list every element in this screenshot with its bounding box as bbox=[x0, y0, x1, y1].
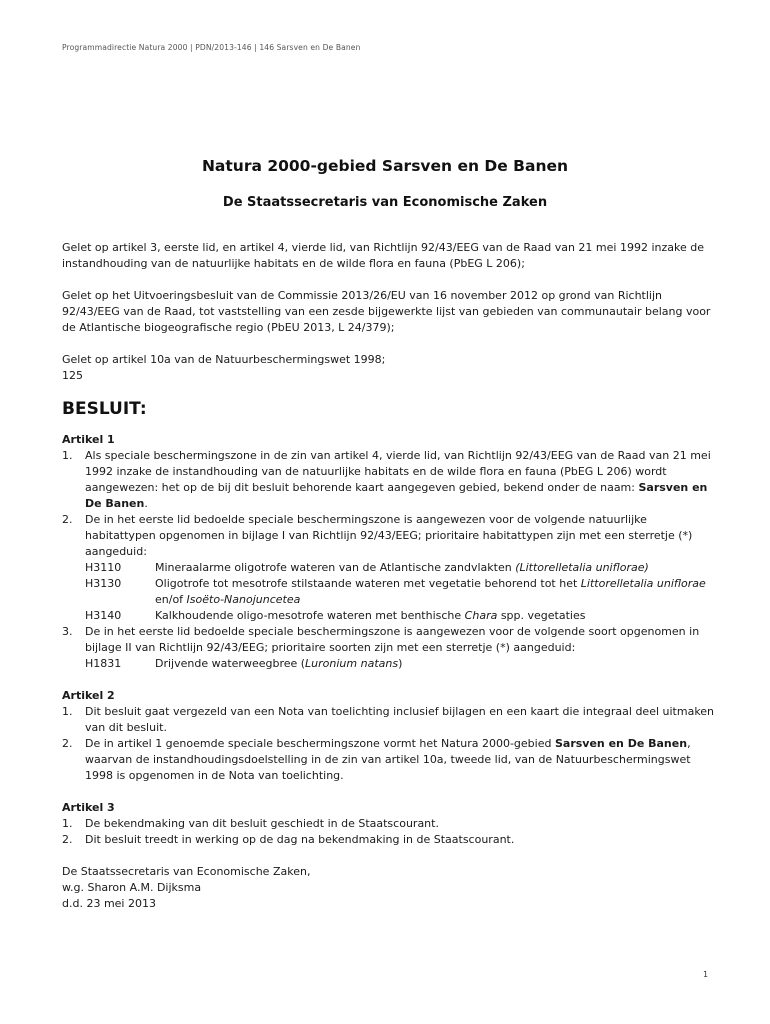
habitat-row bbox=[85, 608, 717, 624]
list-text: De bekendmaking van dit besluit geschiedt in de Staatscourant. bbox=[85, 817, 439, 830]
list-number: 1. bbox=[62, 705, 73, 718]
list-number: 1. bbox=[62, 449, 73, 462]
list-text: Als speciale beschermingszone in de zin van artikel 4, vierde lid, van Richtlijn 92/43/EEG van de Raad van 21 mei 1992 inzake de instandhouding van de natuurlijke habitats en de wilde flora en fauna (PbEG L 206) wordt aangewezen: het op de bij dit besluit behorende kaart aangegeven gebied, bekend onder de naam: bbox=[85, 449, 711, 494]
list-number: 2. bbox=[62, 833, 73, 846]
list-number: 2. bbox=[62, 737, 73, 750]
artikel-2-title: Artikel 2 bbox=[62, 689, 115, 702]
signature-date: d.d. 23 mei 2013 bbox=[62, 897, 156, 910]
preamble-paragraph-3: Gelet op artikel 10a van de Natuurbeschermingswet 1998; bbox=[62, 353, 386, 366]
habitat-text: Mineraalarme oligotrofe wateren van de Atlantische zandvlakten bbox=[155, 561, 516, 574]
artikel-3-item-2 bbox=[62, 832, 717, 848]
species-text-tail: ) bbox=[398, 657, 403, 670]
habitat-text-tail: en/of bbox=[155, 593, 187, 606]
preamble bbox=[62, 240, 717, 384]
artikel-2-item-2 bbox=[62, 736, 717, 784]
articles bbox=[62, 432, 717, 912]
habitat-code: H3140 bbox=[85, 609, 122, 622]
species-text: Drijvende waterweegbree ( bbox=[155, 657, 306, 670]
list-number: 1. bbox=[62, 817, 73, 830]
besluit-heading: BESLUIT: bbox=[62, 399, 147, 419]
document-title: Natura 2000-gebied Sarsven en De Banen bbox=[201, 157, 569, 175]
list-text: De in het eerste lid bedoelde speciale beschermingszone is aangewezen voor de volgende soort opgenomen in bijlage II van Richtlijn 92/43/EEG; prioritaire soorten zijn met een sterretje (*) aangeduid: bbox=[85, 625, 700, 654]
habitat-code: H3130 bbox=[85, 577, 122, 590]
artikel-1-item-1 bbox=[62, 448, 717, 512]
habitat-latin: Littorelletalia uniflorae bbox=[580, 577, 706, 590]
habitat-row bbox=[85, 560, 717, 576]
list-number: 2. bbox=[62, 513, 73, 526]
site-name: Sarsven en De Banen bbox=[85, 481, 708, 510]
list-number: 3. bbox=[62, 625, 73, 638]
habitat-text: Kalkhoudende oligo-mesotrofe wateren met benthische bbox=[155, 609, 465, 622]
list-text-end: . bbox=[144, 497, 148, 510]
list-text: Dit besluit treedt in werking op de dag na bekendmaking in de Staatscourant. bbox=[85, 833, 515, 846]
species-code: H1831 bbox=[85, 657, 122, 670]
habitat-latin: (Littorelletalia uniflorae) bbox=[515, 561, 649, 574]
document-subtitle: De Staatssecretaris van Economische Zaken bbox=[222, 195, 548, 210]
habitat-text-tail: spp. vegetaties bbox=[497, 609, 586, 622]
artikel-3-title: Artikel 3 bbox=[62, 801, 115, 814]
artikel-2-item-1 bbox=[62, 704, 717, 736]
habitat-code: H3110 bbox=[85, 561, 122, 574]
artikel-3-item-1 bbox=[62, 816, 717, 832]
list-text: De in artikel 1 genoemde speciale beschermingszone vormt het Natura 2000-gebied bbox=[85, 737, 555, 750]
preamble-paragraph-2: Gelet op het Uitvoeringsbesluit van de Commissie 2013/26/EU van 16 november 2012 op grond van Richtlijn 92/43/EEG van de Raad, tot vaststelling van een zesde bijgewerkte lijst van gebieden van communautair belang voor de Atlantische biogeografische regio (PbEU 2013, L 24/379); bbox=[62, 289, 711, 334]
artikel-1-title: Artikel 1 bbox=[62, 433, 115, 446]
species-row bbox=[85, 656, 717, 672]
page-number: 1 bbox=[703, 970, 709, 979]
habitat-row bbox=[85, 576, 717, 608]
signature-line-2: w.g. Sharon A.M. Dijksma bbox=[62, 881, 202, 894]
artikel-1-item-3 bbox=[62, 624, 717, 672]
species-latin: Luronium natans bbox=[305, 657, 399, 670]
list-text-end: , waarvan de instandhoudingsdoelstelling in de zin van artikel 10a, tweede lid, van de Natuurbeschermingswet 1998 is opgenomen in de Nota van toelichting. bbox=[85, 737, 691, 782]
preamble-paragraph-1: Gelet op artikel 3, eerste lid, en artikel 4, vierde lid, van Richtlijn 92/43/EEG van de Raad van 21 mei 1992 inzake de instandhouding van de natuurlijke habitats en de wilde flora en fauna (PbEG L 206); bbox=[62, 241, 704, 270]
artikel-1-item-2 bbox=[62, 512, 717, 624]
signature-line-1: De Staatssecretaris van Economische Zaken, bbox=[62, 865, 311, 878]
list-text: De in het eerste lid bedoelde speciale beschermingszone is aangewezen voor de volgende natuurlijke habitattypen opgenomen in bijlage I van Richtlijn 92/43/EEG; prioritaire habitattypen zijn met een sterretje (*) aangeduid: bbox=[85, 513, 693, 558]
habitat-text: Oligotrofe tot mesotrofe stilstaande wateren met vegetatie behorend tot het bbox=[155, 577, 581, 590]
habitat-latin: Chara bbox=[464, 609, 498, 622]
preamble-paragraph-3-number: 125 bbox=[62, 369, 83, 382]
site-name: Sarsven en De Banen bbox=[554, 737, 688, 750]
habitat-latin-2: Isoëto-Nanojuncetea bbox=[186, 593, 301, 606]
running-header: Programmadirectie Natura 2000 | PDN/2013-146 | 146 Sarsven en De Banen bbox=[62, 43, 361, 52]
signature-block bbox=[62, 864, 717, 912]
list-text: Dit besluit gaat vergezeld van een Nota van toelichting inclusief bijlagen en een kaart die integraal deel uitmaken van dit besluit. bbox=[85, 705, 715, 734]
